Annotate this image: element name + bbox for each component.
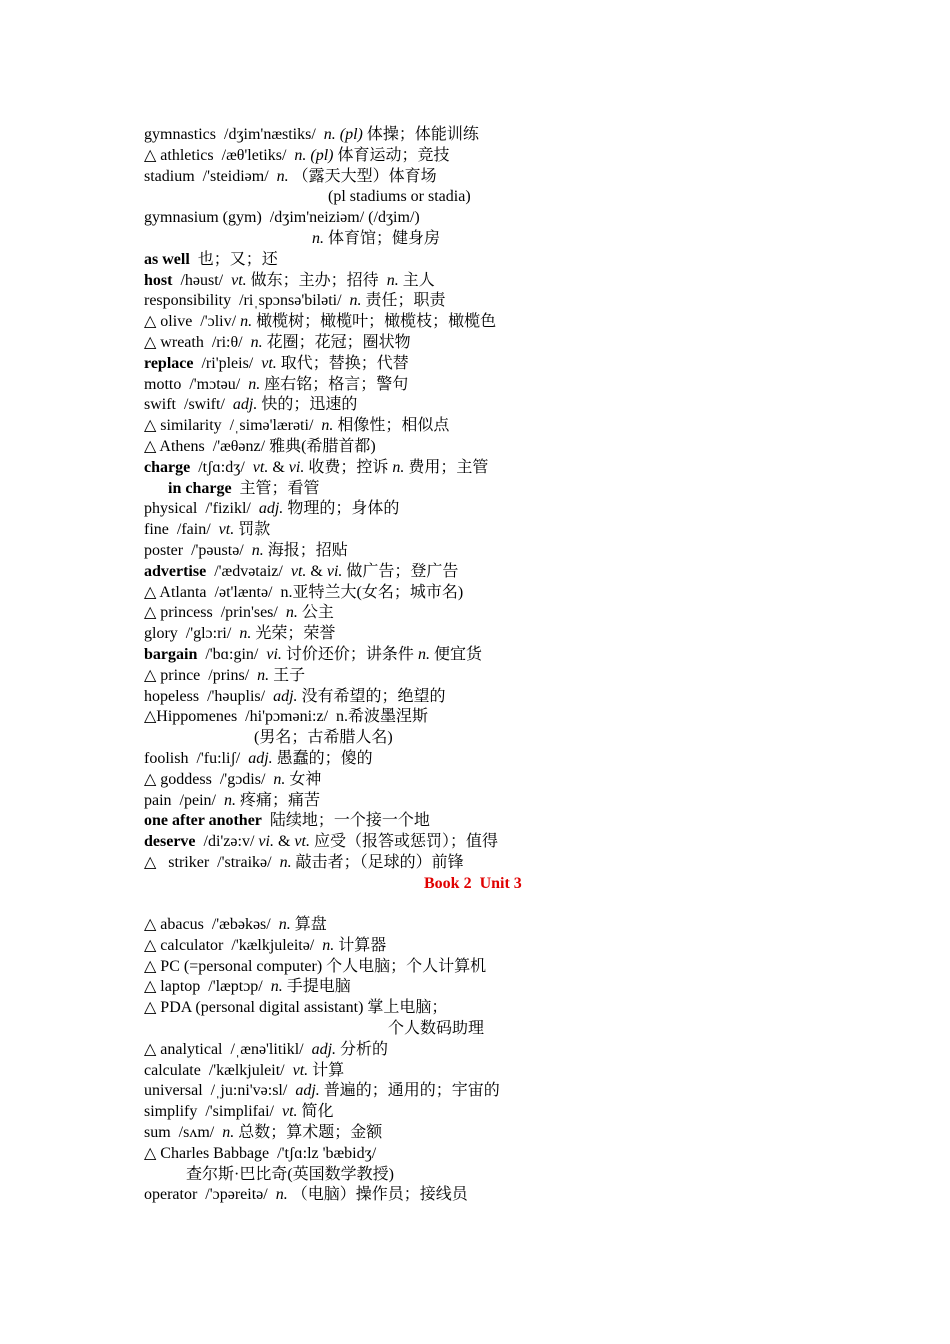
headword: as well — [144, 250, 190, 268]
part-of-speech: vi. — [266, 646, 282, 663]
entry-text: △ athletics /æθ'letiks/ — [144, 146, 295, 164]
entry-text: △ abacus /'æbəkəs/ — [144, 916, 279, 933]
entry-text: （电脑）操作员；接线员 — [287, 1186, 468, 1204]
vocab-entry — [144, 957, 486, 977]
entry-text: & — [306, 562, 327, 580]
vocab-entry — [312, 229, 440, 249]
vocab-entry — [144, 146, 450, 166]
entry-text: △ PDA (personal digital assistant) 掌上电脑； — [144, 999, 448, 1017]
entry-text: universal /ˌju:ni'və:sl/ — [144, 1082, 296, 1100]
part-of-speech: n. — [322, 936, 335, 954]
part-of-speech: vi. — [326, 562, 343, 580]
entry-text: hopeless /'həuplis/ — [144, 687, 274, 705]
headword: in charge — [168, 479, 232, 497]
vocab-entry — [144, 707, 428, 727]
part-of-speech: n. — [223, 791, 236, 809]
vocab-entry — [144, 853, 464, 873]
vocab-entry — [144, 250, 278, 270]
entry-text: △Hippomenes /hi'pɔməni:z/ n.希波墨涅斯 — [144, 708, 429, 726]
part-of-speech: n. (pl) — [294, 146, 334, 164]
entry-text: 费用；主管 — [404, 458, 489, 476]
entry-text: 公主 — [297, 604, 334, 622]
entry-text: 海报；招贴 — [263, 542, 348, 559]
part-of-speech: n. — [279, 854, 292, 871]
vocab-entry — [144, 1123, 382, 1143]
part-of-speech: n. (pl) — [323, 126, 363, 143]
vocab-entry — [144, 458, 488, 478]
part-of-speech: n. — [257, 666, 270, 684]
entry-text: （露天大型）体育场 — [288, 167, 437, 185]
vocab-entry — [144, 208, 420, 228]
vocab-entry — [144, 562, 458, 582]
part-of-speech: n. — [222, 1124, 235, 1141]
part-of-speech: vt. — [292, 1061, 309, 1079]
vocab-entry — [144, 749, 373, 769]
entry-text: swift /swift/ — [144, 396, 233, 414]
vocab-entry — [144, 333, 411, 353]
vocab-entry — [144, 770, 321, 790]
entry-text: calculate /'kælkjuleit/ — [144, 1061, 293, 1079]
entry-text: 愚蠢的；傻的 — [272, 750, 373, 767]
part-of-speech: adj. — [311, 1040, 337, 1058]
entry-text: 查尔斯·巴比奇(英国数学教授) — [186, 1165, 394, 1183]
entry-text: 总数；算术题；金额 — [234, 1124, 383, 1141]
entry-text: △ analytical /ˌænə'litikl/ — [144, 1040, 312, 1058]
entry-text: 相像性；相似点 — [333, 417, 450, 435]
part-of-speech: n. — [248, 375, 261, 393]
entry-text: 收费；控诉 — [304, 458, 393, 476]
part-of-speech: vt. — [261, 354, 277, 372]
vocab-entry — [144, 1102, 334, 1122]
entry-text: glory /'glɔ:ri/ — [144, 625, 240, 643]
entry-text: responsibility /riˌspɔnsə'biləti/ — [144, 292, 350, 310]
vocab-entry — [144, 437, 376, 457]
entry-text: 橄榄树；橄榄叶；橄榄枝；橄榄色 — [252, 313, 497, 331]
entry-text: /həust/ — [172, 271, 232, 289]
entry-text: 简化 — [297, 1103, 334, 1121]
vocab-entry — [186, 1165, 394, 1185]
vocab-entry — [254, 728, 393, 748]
vocab-entry — [144, 583, 463, 603]
part-of-speech: n. — [276, 167, 289, 185]
entry-text: foolish /'fu:liʃ/ — [144, 750, 249, 767]
vocab-entry — [144, 520, 270, 540]
vocab-entry — [144, 1144, 376, 1164]
entry-text: △ goddess /'gɔdis/ — [144, 770, 274, 788]
entry-text: simplify /'simplifai/ — [144, 1103, 282, 1121]
entry-text: /'bɑ:gin/ — [197, 646, 267, 663]
entry-text: 主人 — [398, 271, 435, 289]
entry-text: gymnasium (gym) /dʒim'neiziəm/ (/dʒim/) — [144, 209, 420, 227]
vocab-entry — [144, 395, 357, 415]
entry-text: △ laptop /'læptɔp/ — [144, 978, 271, 996]
vocab-entry — [144, 416, 449, 436]
vocab-entry — [144, 312, 496, 332]
part-of-speech: n. — [251, 542, 264, 559]
part-of-speech: n. — [417, 646, 430, 663]
entry-text: 王子 — [269, 666, 306, 684]
entry-text: 罚款 — [234, 521, 271, 539]
entry-text: 应受（报答或惩罚）；值得 — [309, 833, 498, 851]
entry-text: 疼痛；痛苦 — [235, 791, 320, 809]
entry-text: △ princess /prin'ses/ — [144, 604, 286, 622]
part-of-speech: adj. — [295, 1082, 320, 1100]
vocab-entry — [144, 271, 435, 291]
vocab-entry — [144, 687, 446, 707]
entry-text: △ Atlanta /ət'læntə/ n.亚特兰大(女名；城市名) — [144, 583, 464, 601]
part-of-speech: n. — [392, 458, 405, 476]
vocab-entry — [388, 1019, 484, 1039]
part-of-speech: vi. — [258, 833, 274, 851]
part-of-speech: n. — [285, 604, 298, 622]
entry-text: 主管；看管 — [231, 479, 320, 497]
vocab-entry — [144, 1040, 388, 1060]
entry-text: physical /'fizikl/ — [144, 500, 259, 518]
vocab-entry — [144, 603, 334, 623]
entry-text: 做广告；登广告 — [342, 562, 459, 580]
part-of-speech: n. — [250, 334, 263, 351]
vocab-entry — [144, 1185, 468, 1205]
headword: advertise — [144, 562, 207, 580]
entry-text: /di'zə:v/ — [195, 833, 259, 851]
entry-text: /ri'pleis/ — [193, 354, 262, 372]
entry-text: 分析的 — [336, 1040, 389, 1058]
entry-text: (男名；古希腊人名) — [254, 729, 393, 747]
vocab-entry — [144, 354, 409, 374]
vocab-entry — [144, 125, 479, 145]
entry-text: 计算器 — [334, 936, 387, 954]
part-of-speech: n. — [239, 625, 252, 643]
vocab-entry — [144, 167, 437, 187]
entry-text: 体操；体能训练 — [362, 126, 479, 143]
vocab-entry — [144, 541, 348, 561]
part-of-speech: vt. — [294, 833, 310, 851]
entry-text: 敲击者；（足球的）前锋 — [291, 854, 464, 871]
entry-text: 快的；迅速的 — [257, 396, 358, 414]
part-of-speech: adj. — [273, 687, 298, 705]
part-of-speech: adj. — [258, 500, 284, 518]
entry-text: motto /'mɔtəu/ — [144, 375, 249, 393]
headword: host — [144, 271, 173, 289]
entry-text: 陆续地；一个接一个地 — [261, 812, 430, 830]
part-of-speech: n. — [273, 770, 286, 788]
part-of-speech: vt. — [218, 521, 235, 539]
part-of-speech: adj. — [232, 396, 258, 414]
entry-text: gymnastics /dʒim'næstiks/ — [144, 126, 324, 143]
part-of-speech: vt. — [282, 1103, 298, 1121]
entry-text: 体育运动；竞技 — [333, 146, 450, 164]
entry-text: 责任；职责 — [361, 292, 446, 310]
entry-text: 也；又；还 — [189, 250, 278, 268]
entry-text: △ prince /prins/ — [144, 666, 258, 684]
part-of-speech: n. — [278, 916, 291, 933]
entry-text: sum /sʌm/ — [144, 1124, 223, 1141]
vocab-entry — [144, 915, 327, 935]
entry-text: 座右铭；格言；警句 — [260, 375, 409, 393]
entry-text: poster /'pəustə/ — [144, 542, 252, 559]
entry-text: △ wreath /ri:θ/ — [144, 334, 251, 351]
vocab-entry — [144, 791, 320, 811]
entry-text: 便宜货 — [429, 646, 482, 663]
part-of-speech: n. — [270, 978, 283, 996]
entry-text: 做东；主办；招待 — [246, 271, 387, 289]
part-of-speech: n. — [386, 271, 399, 289]
entry-text: operator /'ɔpəreitə/ — [144, 1186, 276, 1204]
part-of-speech: vt. — [252, 458, 269, 476]
entry-text: 讨价还价；讲条件 — [281, 646, 418, 663]
entry-text: △ Athens /'æθənz/ 雅典(希腊首都) — [144, 438, 376, 455]
vocab-entry — [144, 977, 351, 997]
vocab-entry — [144, 499, 399, 519]
vocab-entry — [144, 998, 447, 1018]
entry-text: fine /fain/ — [144, 521, 219, 539]
vocab-entry — [144, 666, 305, 686]
part-of-speech: n. — [312, 230, 324, 247]
headword: charge — [144, 458, 191, 476]
entry-text: △ similarity /ˌsimə'lærəti/ — [144, 417, 322, 435]
vocab-entry — [168, 479, 320, 499]
entry-text: /'ædvətaiz/ — [206, 562, 291, 580]
entry-text: △ Charles Babbage /'tʃɑ:lz 'bæbidʒ/ — [144, 1144, 377, 1162]
entry-text: stadium /'steidiəm/ — [144, 167, 277, 185]
entry-text: 女神 — [285, 770, 322, 788]
entry-text: △ PC (=personal computer) 个人电脑；个人计算机 — [144, 957, 487, 975]
vocab-entry — [144, 936, 386, 956]
vocab-entry — [144, 624, 335, 644]
entry-text: 算盘 — [290, 916, 327, 933]
entry-text: & — [273, 833, 295, 851]
entry-text: /tʃɑ:dʒ/ — [190, 458, 253, 476]
headword: replace — [144, 354, 194, 372]
entry-text: 个人数码助理 — [388, 1020, 485, 1037]
vocab-entry — [144, 811, 430, 831]
entry-text: △ calculator /'kælkjuleitə/ — [144, 936, 323, 954]
vocab-entry — [144, 375, 408, 395]
entry-text: 计算 — [308, 1061, 345, 1079]
vocab-entry — [144, 645, 482, 665]
part-of-speech: vi. — [288, 458, 305, 476]
part-of-speech: vt. — [231, 271, 247, 289]
entry-text: △ striker /'straikə/ — [144, 854, 280, 871]
entry-text: △ olive /'ɔliv/ — [144, 313, 241, 331]
entry-text: 光荣；荣誉 — [251, 625, 336, 643]
part-of-speech: n. — [349, 292, 362, 310]
entry-text: 取代；替换；代替 — [276, 354, 409, 372]
entry-text: 没有希望的；绝望的 — [297, 687, 446, 705]
entry-text: & — [268, 458, 289, 476]
vocab-entry — [144, 832, 498, 852]
unit-heading: Book 2 Unit 3 — [424, 875, 522, 892]
entry-text: 手提电脑 — [282, 978, 351, 996]
entry-text: 体育馆；健身房 — [324, 230, 441, 247]
part-of-speech: vt. — [290, 562, 307, 580]
headword: one after another — [144, 812, 262, 830]
entry-text: 普遍的；通用的；宇宙的 — [319, 1082, 500, 1100]
headword: deserve — [144, 833, 196, 851]
part-of-speech: n. — [321, 417, 334, 435]
vocab-entry — [144, 1061, 344, 1081]
vocab-entry — [144, 1081, 500, 1101]
entry-text: pain /pein/ — [144, 791, 224, 809]
part-of-speech: n. — [275, 1186, 288, 1204]
entry-text: 花圈；花冠；圈状物 — [262, 334, 411, 351]
part-of-speech: n. — [240, 313, 253, 331]
part-of-speech: adj. — [248, 750, 273, 767]
entry-text: (pl stadiums or stadia) — [328, 188, 471, 206]
vocab-entry — [328, 187, 471, 207]
vocab-entry — [144, 291, 446, 311]
entry-text: 物理的；身体的 — [283, 500, 400, 518]
headword: bargain — [144, 646, 198, 663]
